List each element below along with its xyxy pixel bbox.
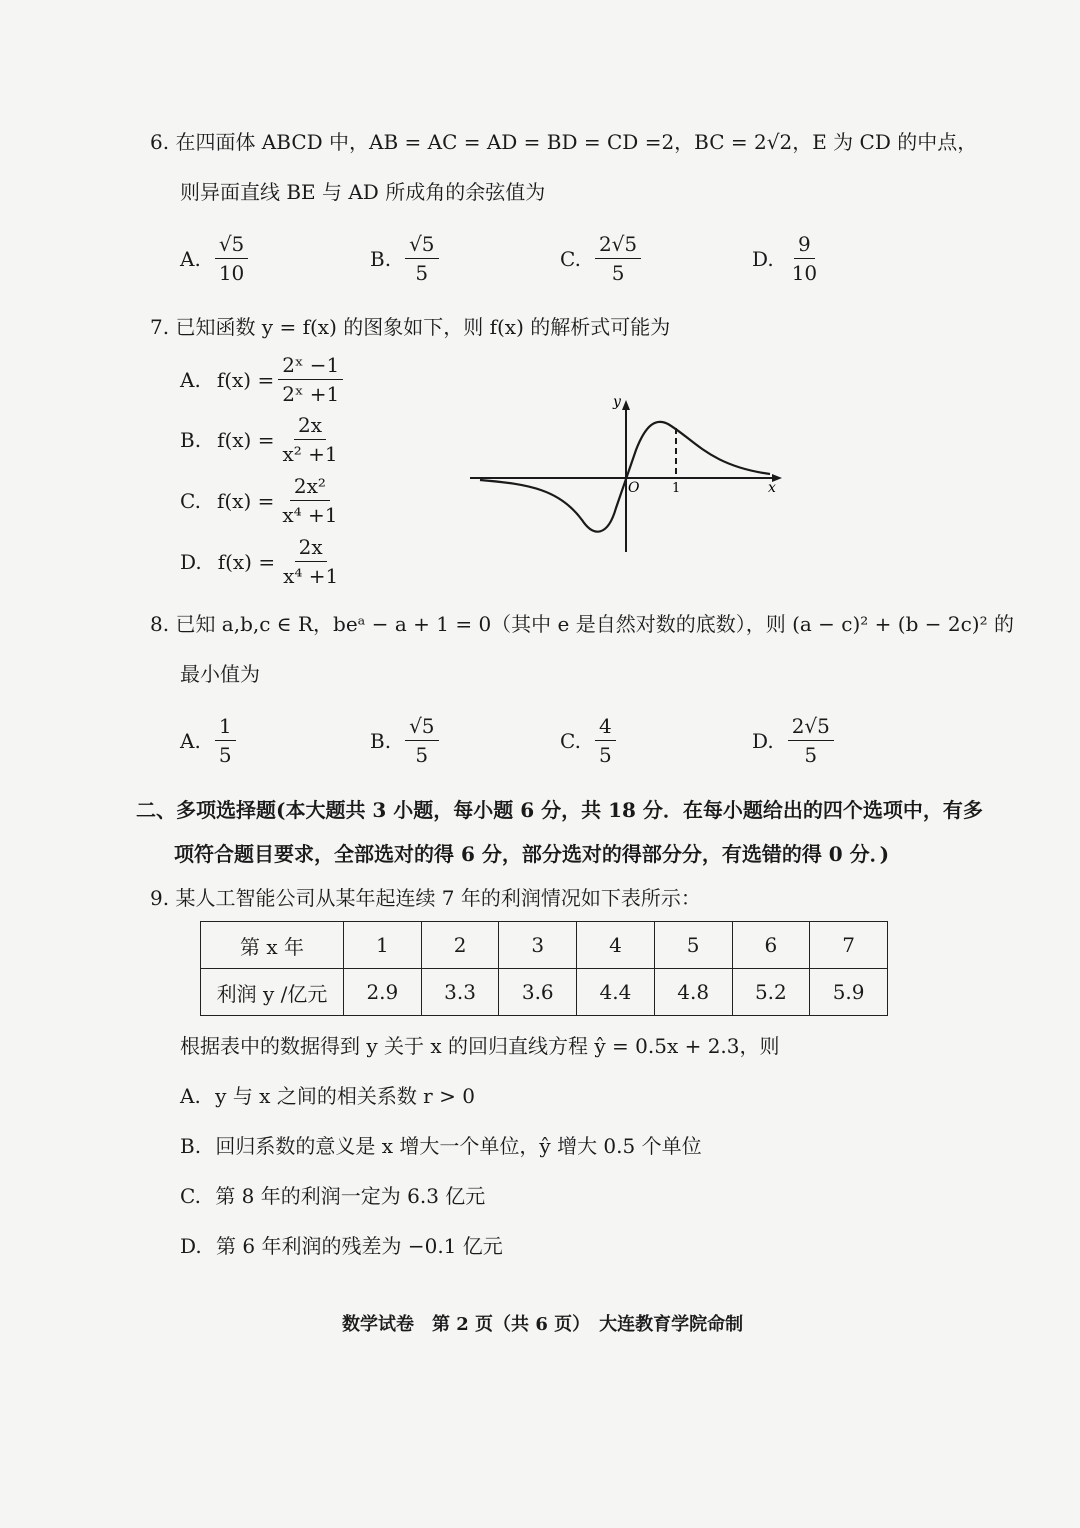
- table-cell: 5.2: [732, 969, 810, 1016]
- fraction: $\frac{2x}{\text{x² +1}}$: [282, 413, 338, 466]
- q8-number: 8.: [150, 612, 170, 636]
- fraction: $\frac{√5}{5}$: [405, 232, 438, 285]
- table-cell: 6: [732, 922, 810, 969]
- q8-line1: [150, 610, 1014, 638]
- q6-number: 6.: [150, 130, 170, 154]
- y-axis-arrow: [622, 400, 630, 410]
- q8-option-a[interactable]: A. $\frac{1}{5}$: [180, 714, 236, 767]
- section2-heading-line2: 项符合题目要求，全部选对的得 6 分，部分选对的得部分分，有选错的得 0 分．): [174, 842, 890, 866]
- fraction: $\frac{1}{5}$: [215, 714, 236, 767]
- q9-option-d[interactable]: D. 第 6 年利润的残差为 −0.1 亿元: [180, 1234, 503, 1258]
- table-cell: 3: [499, 922, 577, 969]
- table-row: [201, 969, 888, 1016]
- fraction: $\frac{\text{2ˣ −1}}{\text{2ˣ +1}}$: [278, 353, 343, 406]
- q9-option-c[interactable]: C. 第 8 年的利润一定为 6.3 亿元: [180, 1184, 486, 1208]
- q8-option-d[interactable]: D. $\frac{2√5}{5}$: [752, 714, 834, 767]
- q8-stem-line2: 最小值为: [180, 662, 260, 686]
- q9-regression-line: 根据表中的数据得到 y 关于 x 的回归直线方程 ŷ = 0.5x + 2.3，则: [180, 1034, 780, 1058]
- y-axis-label: y: [613, 394, 621, 410]
- fraction: $\frac{2√5}{5}$: [788, 714, 834, 767]
- q6-option-a[interactable]: A. $\frac{√5}{10}$: [180, 232, 248, 285]
- fraction: $\frac{\text{2x²}}{\text{x⁴ +1}}$: [282, 474, 338, 527]
- q6-line1: [150, 128, 977, 156]
- function-graph: [460, 390, 800, 570]
- fraction: $\frac{√5}{10}$: [215, 232, 248, 285]
- table-cell: 2.9: [344, 969, 422, 1016]
- table-cell: 3.6: [499, 969, 577, 1016]
- q9-option-b[interactable]: B. 回归系数的意义是 x 增大一个单位，ŷ 增大 0.5 个单位: [180, 1134, 702, 1158]
- q7-stem: 已知函数 y = f(x) 的图象如下，则 f(x) 的解析式可能为: [175, 315, 671, 339]
- q8-option-b[interactable]: B. $\frac{√5}{5}$: [370, 714, 439, 767]
- origin-label: O: [628, 480, 640, 496]
- profit-table: [200, 921, 888, 1016]
- q9-number: 9.: [150, 886, 170, 910]
- page-footer: 数学试卷 第 2 页（共 6 页） 大连教育学院命制: [342, 1314, 744, 1335]
- fraction: $\frac{√5}{5}$: [405, 714, 438, 767]
- q6-stem-line2: 则异面直线 BE 与 AD 所成角的余弦值为: [180, 180, 546, 204]
- fraction: $\frac{4}{5}$: [595, 714, 616, 767]
- table-cell: 1: [344, 922, 422, 969]
- table-cell: 5: [654, 922, 732, 969]
- q6-option-c[interactable]: C. $\frac{2√5}{5}$: [560, 232, 641, 285]
- q7-line: [150, 313, 670, 341]
- table-cell: 4: [577, 922, 655, 969]
- table-cell: 7: [810, 922, 888, 969]
- x-axis-label: x: [768, 480, 776, 496]
- table-header-year: 第 x 年: [201, 922, 344, 969]
- q6-option-b[interactable]: B. $\frac{√5}{5}$: [370, 232, 439, 285]
- q7-option-d[interactable]: D. f(x) = $\frac{2x}{\text{x⁴ +1}}$: [180, 535, 342, 588]
- q7-option-b[interactable]: B. f(x) = $\frac{2x}{\text{x² +1}}$: [180, 413, 342, 466]
- table-row: [201, 922, 888, 969]
- q9-line: [150, 884, 701, 912]
- q9-stem: 某人工智能公司从某年起连续 7 年的利润情况如下表所示：: [175, 886, 701, 910]
- q7-number: 7.: [150, 315, 170, 339]
- q7-option-a[interactable]: A. f(x) = $\frac{\text{2ˣ −1}}{\text{2ˣ +1}}$: [180, 353, 343, 406]
- table-header-profit: 利润 y /亿元: [201, 969, 344, 1016]
- fraction: $\frac{2√5}{5}$: [595, 232, 641, 285]
- table-cell: 5.9: [810, 969, 888, 1016]
- fraction: $\frac{9}{10}$: [791, 232, 818, 285]
- fraction: $\frac{2x}{\text{x⁴ +1}}$: [283, 535, 339, 588]
- table-cell: 4.4: [577, 969, 655, 1016]
- table-cell: 2: [421, 922, 499, 969]
- table-cell: 4.8: [654, 969, 732, 1016]
- q8-stem-line1: 已知 a,b,c ∈ R，beᵃ − a + 1 = 0（其中 e 是自然对数的底数），则 (a − c)² + (b − 2c)² 的: [175, 612, 1014, 636]
- q6-stem-line1: 在四面体 ABCD 中，AB = AC = AD = BD = CD =2，BC = 2√2，E 为 CD 的中点，: [175, 130, 978, 154]
- section2-heading-line1: 二、多项选择题(本大题共 3 小题，每小题 6 分，共 18 分．在每小题给出的四个选项中，有多: [136, 798, 983, 822]
- q6-option-d[interactable]: D. $\frac{9}{10}$: [752, 232, 821, 285]
- table-cell: 3.3: [421, 969, 499, 1016]
- q9-option-a[interactable]: A. y 与 x 之间的相关系数 r > 0: [180, 1084, 475, 1108]
- tick-label-1: 1: [672, 481, 681, 496]
- q7-option-c[interactable]: C. f(x) = $\frac{\text{2x²}}{\text{x⁴ +1}}$: [180, 474, 342, 527]
- q8-option-c[interactable]: C. $\frac{4}{5}$: [560, 714, 616, 767]
